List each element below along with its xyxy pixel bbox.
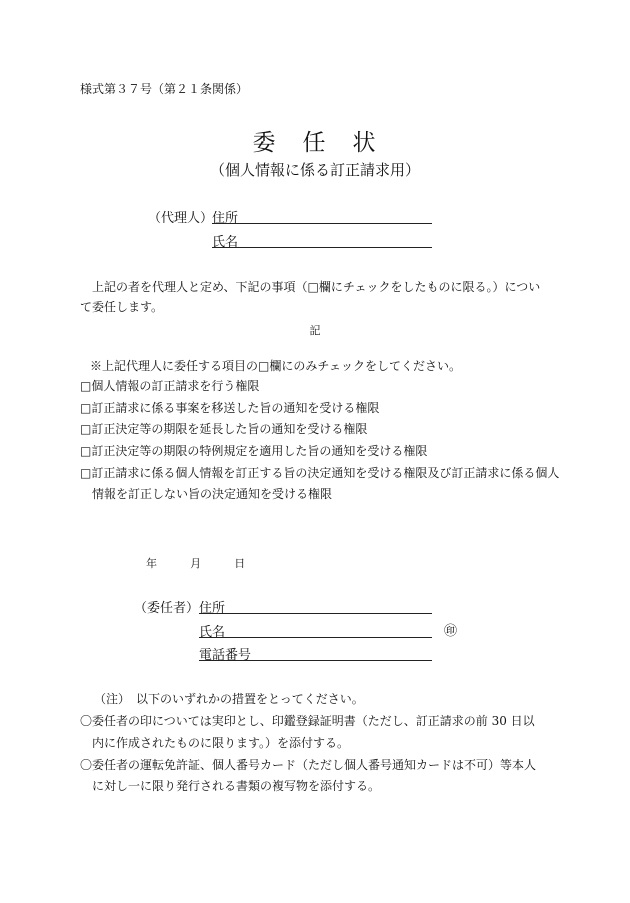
intro-paragraph: 上記の者を代理人と定め、下記の事項（□欄にチェックをしたものに限る。）について委任します。 xyxy=(80,280,541,314)
list-item[interactable]: □訂正決定等の期限を延長した旨の通知を受ける権限 xyxy=(80,422,368,436)
list-item[interactable]: □訂正請求に係る個人情報を訂正する旨の決定通知を受ける権限及び訂正請求に係る個人 xyxy=(80,466,560,480)
agent-name-label: 氏名 xyxy=(212,235,239,250)
list-item-continuation: 情報を訂正しない旨の決定通知を受ける権限 xyxy=(92,487,333,501)
list-item[interactable]: □訂正決定等の期限の特例規定を適用した旨の通知を受ける権限 xyxy=(80,444,428,458)
delegator-address-line[interactable] xyxy=(199,612,432,614)
list-item[interactable]: □訂正請求に係る事案を移送した旨の通知を受ける権限 xyxy=(80,401,380,415)
date-month: 月 xyxy=(190,557,202,570)
agent-role-label: （代理人） xyxy=(148,211,214,226)
date-day: 日 xyxy=(234,557,246,570)
date-year: 年 xyxy=(146,557,157,570)
instruction-text: ※上記代理人に委任する項目の□欄にのみチェックをしてください。 xyxy=(90,359,461,373)
delegator-role-label: （委任者） xyxy=(134,601,200,616)
agent-name-line[interactable] xyxy=(212,246,432,248)
delegator-name-label: 氏名 xyxy=(199,625,226,640)
document-title: 委 任 状 xyxy=(252,130,378,156)
delegator-phone-label: 電話番号 xyxy=(199,648,252,663)
list-item[interactable]: □個人情報の訂正請求を行う権限 xyxy=(80,379,260,393)
ki-heading: 記 xyxy=(309,324,321,337)
agent-address-label: 住所 xyxy=(212,211,239,226)
note-line: 〇委任者の運転免許証、個人番号カード（ただし個人番号通知カードは不可）等本人 xyxy=(80,758,537,772)
document-subtitle: （個人情報に係る訂正請求用） xyxy=(209,161,420,179)
form-number: 様式第３７号（第２１条関係） xyxy=(80,82,249,96)
delegator-address-label: 住所 xyxy=(199,601,226,616)
note-line: 内に作成されたものに限ります。）を添付する。 xyxy=(92,736,350,750)
delegator-phone-line[interactable] xyxy=(199,659,432,661)
seal-mark: ㊞ xyxy=(444,624,458,639)
delegator-name-line[interactable] xyxy=(199,636,432,638)
note-line: に対し一に限り発行される書類の複写物を添付する。 xyxy=(92,779,381,793)
notes-heading: （注） 以下のいずれかの措置をとってください。 xyxy=(94,692,364,706)
note-line: 〇委任者の印については実印とし、印鑑登録証明書（ただし、訂正請求の前 30 日以 xyxy=(80,714,535,728)
date-row xyxy=(146,552,245,571)
agent-address-line[interactable] xyxy=(212,222,432,224)
